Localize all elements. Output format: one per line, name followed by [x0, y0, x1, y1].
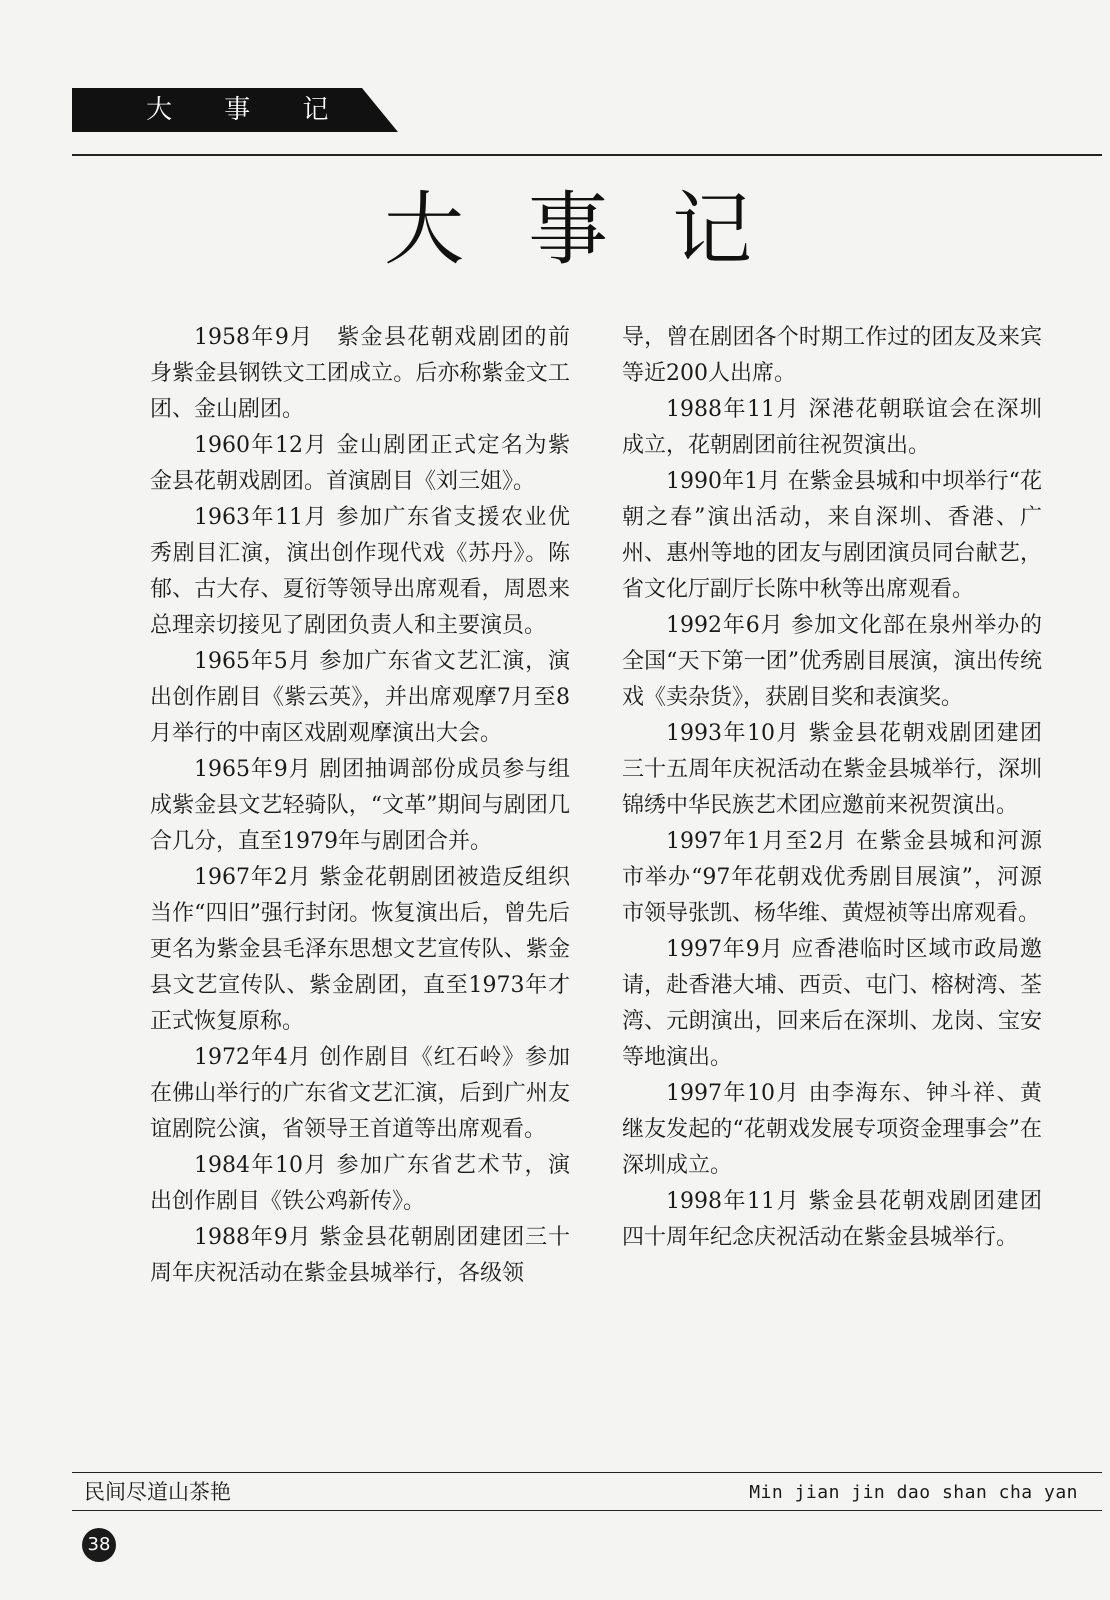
- chronicle-entry-continuation: 导，曾在剧团各个时期工作过的团友及来宾等近200人出席。: [622, 325, 1042, 386]
- chronicle-entry: 1988年11月 深港花朝联谊会在深圳成立，花朝剧团前往祝贺演出。: [622, 397, 1042, 458]
- chronicle-entry: 1958年9月 紫金县花朝戏剧团的前身紫金县钢铁文工团成立。后亦称紫金文工团、金山剧团。: [150, 325, 570, 422]
- left-column: [150, 320, 570, 1292]
- chronicle-entry: 1990年1月 在紫金县城和中坝举行“花朝之春”演出活动，来自深圳、香港、广州、惠州等地的团友与剧团演员同台献艺，省文化厅副厅长陈中秋等出席观看。: [622, 469, 1042, 602]
- chronicle-entry: 1965年9月 剧团抽调部份成员参与组成紫金县文艺轻骑队，“文革”期间与剧团几合几分，直至1979年与剧团合并。: [150, 757, 570, 854]
- chronicle-entry: 1963年11月 参加广东省支援农业优秀剧目汇演，演出创作现代戏《苏丹》。陈郁、古大存、夏衍等领导出席观看，周恩来总理亲切接见了剧团负责人和主要演员。: [150, 505, 570, 638]
- footer-divider-top: [72, 1472, 1102, 1473]
- chronicle-entry: 1993年10月 紫金县花朝戏剧团建团三十五周年庆祝活动在紫金县城举行，深圳锦绣中华民族艺术团应邀前来祝贺演出。: [622, 721, 1042, 818]
- page-title: 大事记: [384, 183, 816, 276]
- chronicle-entry: 1997年1月至2月 在紫金县城和河源市举办“97年花朝戏优秀剧目展演”，河源市领导张凯、杨华维、黄煜祯等出席观看。: [622, 829, 1042, 926]
- section-header-label: 大 事 记: [146, 95, 351, 125]
- chronicle-entry: 1984年10月 参加广东省艺术节，演出创作剧目《铁公鸡新传》。: [150, 1153, 570, 1214]
- header-divider: [72, 154, 1102, 156]
- page-number-badge: 38: [82, 1528, 116, 1562]
- chronicle-entry: 1972年4月 创作剧目《红石岭》参加在佛山举行的广东省文艺汇演，后到广州友谊剧院公演，省领导王首道等出席观看。: [150, 1045, 570, 1142]
- chronicle-entry: 1997年9月 应香港临时区域市政局邀请，赴香港大埔、西贡、屯门、榕树湾、荃湾、元朗演出，回来后在深圳、龙岗、宝安等地演出。: [622, 937, 1042, 1070]
- footer-publication-title: 民间尽道山茶艳: [84, 1480, 231, 1504]
- chronicle-entry: 1992年6月 参加文化部在泉州举办的全国“天下第一团”优秀剧目展演，演出传统戏《卖杂货》，获剧目奖和表演奖。: [622, 613, 1042, 710]
- footer-pinyin-title: Min jian jin dao shan cha yan: [749, 1482, 1078, 1503]
- chronicle-entry: 1998年11月 紫金县花朝戏剧团建团四十周年纪念庆祝活动在紫金县城举行。: [622, 1189, 1042, 1250]
- section-header-tab: [72, 88, 412, 132]
- chronicle-entry: 1988年9月 紫金县花朝剧团建团三十周年庆祝活动在紫金县城举行，各级领: [150, 1225, 570, 1286]
- chronicle-entry: 1967年2月 紫金花朝剧团被造反组织当作“四旧”强行封闭。恢复演出后，曾先后更名为紫金县毛泽东思想文艺宣传队、紫金县文艺宣传队、紫金剧团，直至1973年才正式恢复原称。: [150, 865, 570, 1034]
- right-column: [622, 320, 1042, 1256]
- chronicle-entry: 1960年12月 金山剧团正式定名为紫金县花朝戏剧团。首演剧目《刘三姐》。: [150, 433, 570, 494]
- chronicle-entry: 1965年5月 参加广东省文艺汇演，演出创作剧目《紫云英》，并出席观摩7月至8月举行的中南区戏剧观摩演出大会。: [150, 649, 570, 746]
- chronicle-entry: 1997年10月 由李海东、钟斗祥、黄继友发起的“花朝戏发展专项资金理事会”在深圳成立。: [622, 1081, 1042, 1178]
- footer-divider-bottom: [72, 1510, 1102, 1511]
